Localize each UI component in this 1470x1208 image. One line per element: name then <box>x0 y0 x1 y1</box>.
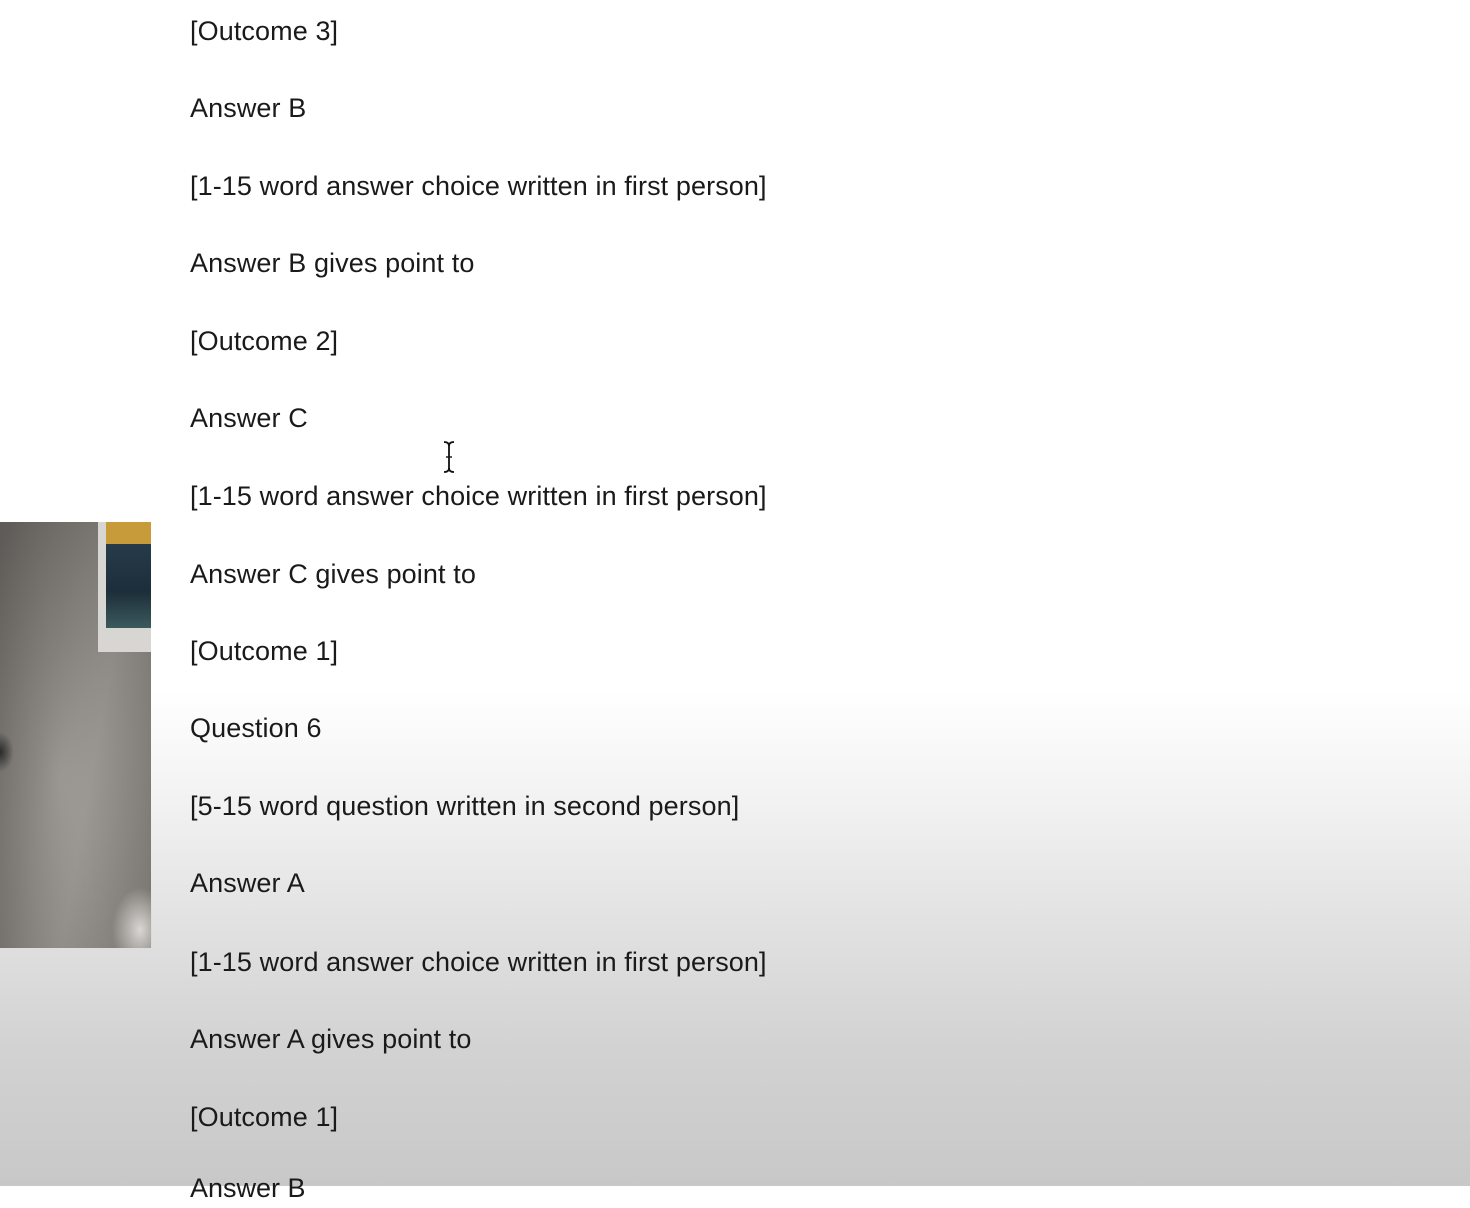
doc-line: [1-15 word answer choice written in first person] <box>190 481 767 511</box>
doc-line-partial: Answer B <box>190 1173 306 1203</box>
doc-line: Answer C gives point to <box>190 559 476 589</box>
doc-line: Answer A <box>190 868 305 898</box>
doc-line: [Outcome 3] <box>190 16 339 46</box>
doc-line: [Outcome 1] <box>190 1102 339 1132</box>
doc-line: Question 6 <box>190 713 322 743</box>
webcam-dark-edge <box>0 732 14 772</box>
webcam-light-blob <box>112 887 152 948</box>
doc-line: Answer B gives point to <box>190 248 475 278</box>
doc-line: [1-15 word answer choice written in first person] <box>190 947 767 977</box>
webcam-picture-art <box>106 522 151 628</box>
webcam-overlay <box>0 522 151 948</box>
doc-line: [1-15 word answer choice written in first person] <box>190 171 767 201</box>
text-cursor-icon <box>441 440 457 474</box>
doc-line: [5-15 word question written in second person] <box>190 791 740 821</box>
doc-line: [Outcome 1] <box>190 636 339 666</box>
doc-line: [Outcome 2] <box>190 326 339 356</box>
doc-line: Answer B <box>190 93 307 123</box>
doc-line: Answer A gives point to <box>190 1024 472 1054</box>
doc-line: Answer C <box>190 403 308 433</box>
